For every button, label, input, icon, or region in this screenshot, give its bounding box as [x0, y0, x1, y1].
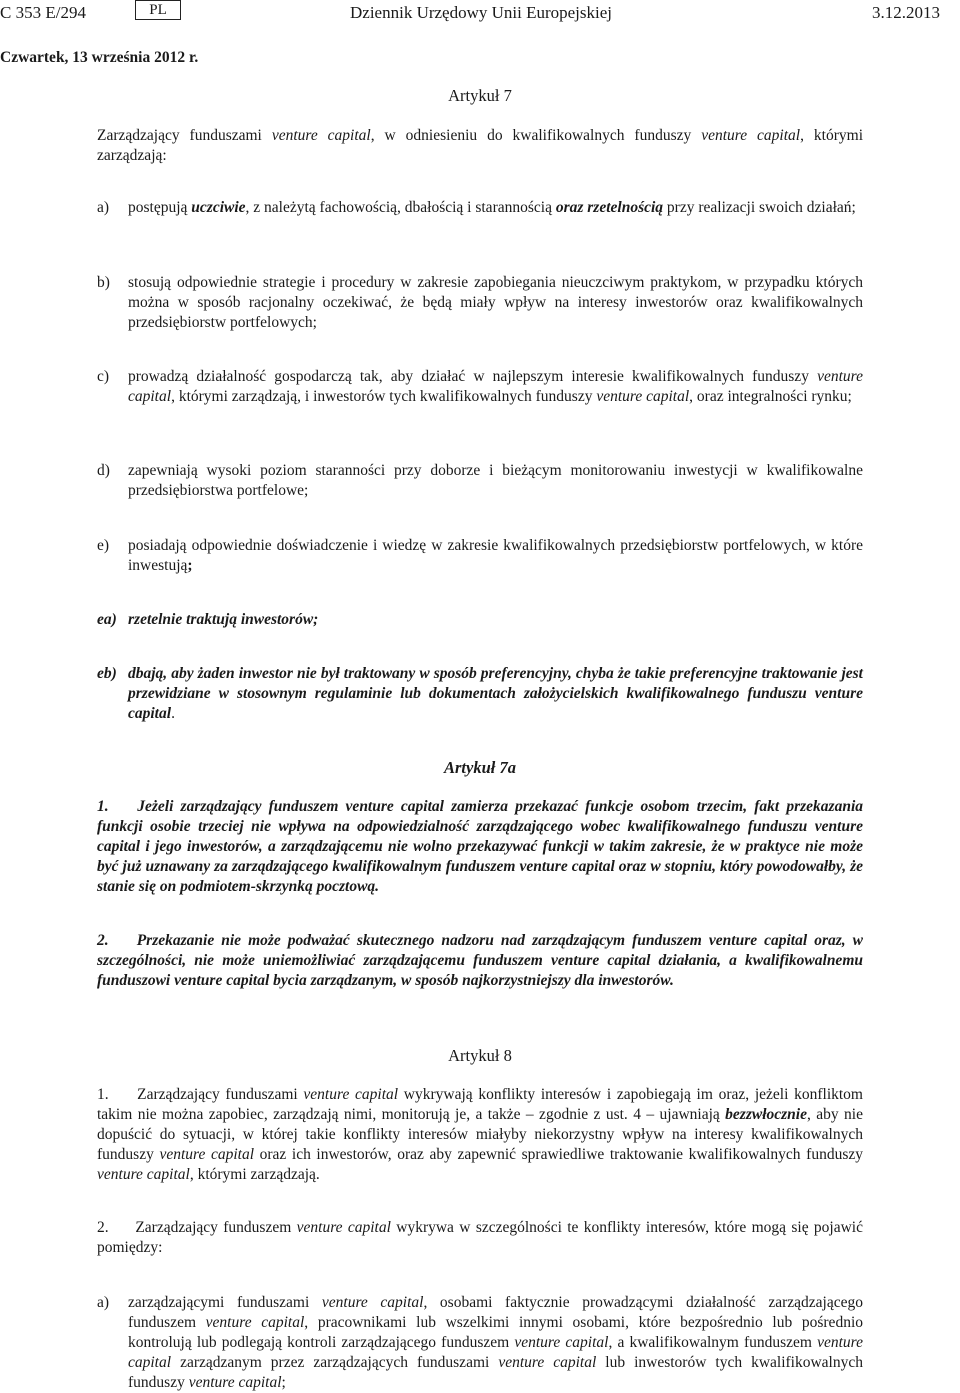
text-run: , pracownikami lub wszelkimi innymi osobami, które bezpośrednio lub pośrednio kontrolują lub podlegają kontroli zarządzającego funduszem — [128, 1314, 863, 1351]
journal-title: Dziennik Urzędowy Unii Europejskiej — [350, 3, 613, 22]
text-run: wykrywają konflikty interesów i zapobiegają im oraz, jeżeli konfliktom takim nie można zapobiec, zarządzają nimi, monitorują je, a także – zgodnie z ust. 4 – ujawniają — [97, 1086, 863, 1123]
text-run: wykrywa w szczególności te konflikty interesów, które mogą się pojawić pomiędzy: — [97, 1219, 863, 1256]
item-label: ea) — [97, 611, 117, 628]
text-run: venture capital — [205, 1314, 305, 1331]
text-run: bezzwłocznie — [725, 1106, 807, 1123]
article-7a-paragraph-2 — [97, 931, 863, 991]
item-text — [128, 1293, 863, 1393]
text-run: lub inwestorów tych kwalifikowalnych funduszy — [128, 1354, 863, 1391]
text-run: venture capital — [296, 1219, 391, 1236]
text-run: venture capital — [303, 1086, 399, 1103]
paragraph-number: 1. — [97, 798, 109, 815]
text-run: zarządzanym przez zarządzających funduszami — [171, 1354, 499, 1371]
text-run: 2. Zarządzający funduszem — [97, 1219, 297, 1236]
article-7a-title: Artykuł 7a — [444, 758, 516, 777]
item-text — [128, 536, 863, 576]
text-run: venture capital — [596, 388, 690, 405]
paragraph-text: Przekazanie nie może podważać skutecznego nadzoru nad zarządzającym funduszem venture capital oraz, w szczególności, nie może uniemożliwiać zarządzającemu funduszem venture capital działania, a kwalifikowalnemu funduszowi venture capital bycia zarządzanym, w sposób najkorzystniejszy dla inwestorów. — [97, 932, 863, 989]
article-7-title: Artykuł 7 — [448, 86, 512, 105]
text-run: , osobami faktycznie prowadzącymi działalność zarządzającego funduszem — [128, 1294, 863, 1331]
item-label: b) — [97, 274, 110, 291]
item-text — [128, 273, 863, 333]
item-label: d) — [97, 462, 110, 479]
paragraph-text: Jeżeli zarządzający funduszem venture capital zamierza przekazać funkcje osobom trzecim, fakt przekazania funkcji osobie trzeciej nie wpływa na odpowiedzialność zarządzającego wobec kwalifikowalnego funduszu venture capital i jego inwestorów, a zarządzającemu nie wolno przekazywać funkcji w takim zakresie, że w praktyce nie może być już uznawany za zarządzającego kwalifikowalnym funduszem venture capital oraz w stopniu, który powodowałby, że stanie się on podmiotem-skrzynką pocztową. — [97, 798, 864, 895]
text-run: , aby nie dopuścić do sytuacji, w której takie konflikty interesów miałyby niekorzystny wpływ na interesy kwalifikowalnych funduszy — [97, 1106, 863, 1163]
text-run: venture capital — [188, 1374, 282, 1391]
text-run: , w odniesieniu do kwalifikowalnych funduszy — [370, 127, 702, 144]
text-run: 1. Zarządzający funduszami — [97, 1086, 304, 1103]
text-run: , którymi zarządzają: — [97, 127, 863, 164]
language-badge: PL — [135, 0, 181, 20]
text-run: venture capital — [498, 1354, 597, 1371]
text-run: , którymi zarządzają. — [189, 1166, 320, 1183]
text-run: venture capital — [128, 368, 863, 405]
text-run: , oraz integralności rynku; — [689, 388, 852, 405]
item-text — [128, 610, 863, 630]
article-8-paragraph-2 — [97, 1218, 863, 1258]
item-text — [128, 367, 863, 407]
text-run: ; — [187, 557, 193, 574]
article-7-intro — [97, 126, 863, 166]
text-run: zapewniają wysoki poziom staranności przy doborze i bieżącym monitorowaniu inwestycji w kwalifikowalne przedsiębiorstwa portfelowe; — [128, 462, 863, 499]
text-run: ; — [281, 1374, 286, 1391]
item-text — [128, 664, 863, 724]
text-run: venture capital — [321, 1294, 424, 1311]
text-run: venture capital — [514, 1334, 609, 1351]
text-run: Zarządzający funduszami — [97, 127, 272, 144]
text-run: uczciwie — [191, 199, 246, 216]
text-run: venture capital — [271, 127, 371, 144]
text-run: , z należytą fachowością, dbałością i starannością — [245, 199, 556, 216]
item-label: a) — [97, 199, 110, 216]
publication-date: 3.12.2013 — [872, 3, 940, 22]
text-run: zarządzającymi funduszami — [128, 1294, 322, 1311]
article-8-title: Artykuł 8 — [448, 1046, 512, 1065]
text-run: rzetelnie traktują inwestorów; — [128, 611, 319, 628]
text-run: , a kwalifikowalnym funduszem — [608, 1334, 818, 1351]
item-label: e) — [97, 537, 110, 554]
text-run: prowadzą działalność gospodarczą tak, aby działać w najlepszym interesie kwalifikowalnych funduszy — [128, 368, 818, 385]
text-run: , którymi zarządzają, i inwestorów tych kwalifikowalnych funduszy — [171, 388, 597, 405]
text-run: przy realizacji swoich działań; — [663, 199, 856, 216]
paragraph-number: 2. — [97, 932, 109, 949]
text-run: oraz rzetelnością — [555, 199, 664, 216]
text-run: postępują — [128, 199, 192, 216]
item-text — [128, 198, 863, 218]
text-run: . — [171, 705, 175, 722]
text-run: dbają, aby żaden inwestor nie był traktowany w sposób preferencyjny, chyba że takie preferencyjne traktowanie jest przewidziane w stosownym regulaminie lub dokumentach założycielskich kwalifikowalnego funduszu venture capital — [128, 665, 863, 722]
text-run: venture capital — [97, 1166, 190, 1183]
item-label: c) — [97, 368, 110, 385]
item-text — [128, 461, 863, 501]
text-run: posiadają odpowiednie doświadczenie i wiedzę w zakresie kwalifikowalnych przedsiębiorstw portfelowych, w które inwestują — [128, 537, 863, 574]
session-date: Czwartek, 13 września 2012 r. — [0, 49, 199, 66]
item-label: eb) — [97, 665, 117, 682]
item-label: a) — [97, 1294, 110, 1311]
text-run: venture capital — [159, 1146, 254, 1163]
page-reference: C 353 E/294 — [0, 3, 86, 22]
text-run: stosują odpowiednie strategie i procedury w zakresie zapobiegania nieuczciwym praktykom, w przypadku których można w sposób racjonalny oczekiwać, że będą miały wpływ na interesy inwestorów oraz kwalifikowalnych przedsiębiorstw portfelowych; — [128, 274, 863, 331]
text-run: venture capital — [128, 1334, 864, 1371]
article-8-paragraph-1 — [97, 1085, 863, 1185]
text-run: venture capital — [701, 127, 801, 144]
text-run: oraz ich inwestorów, oraz aby zapewnić sprawiedliwe traktowanie kwalifikowalnych funduszy — [254, 1146, 863, 1163]
article-7a-paragraph-1 — [97, 797, 863, 897]
